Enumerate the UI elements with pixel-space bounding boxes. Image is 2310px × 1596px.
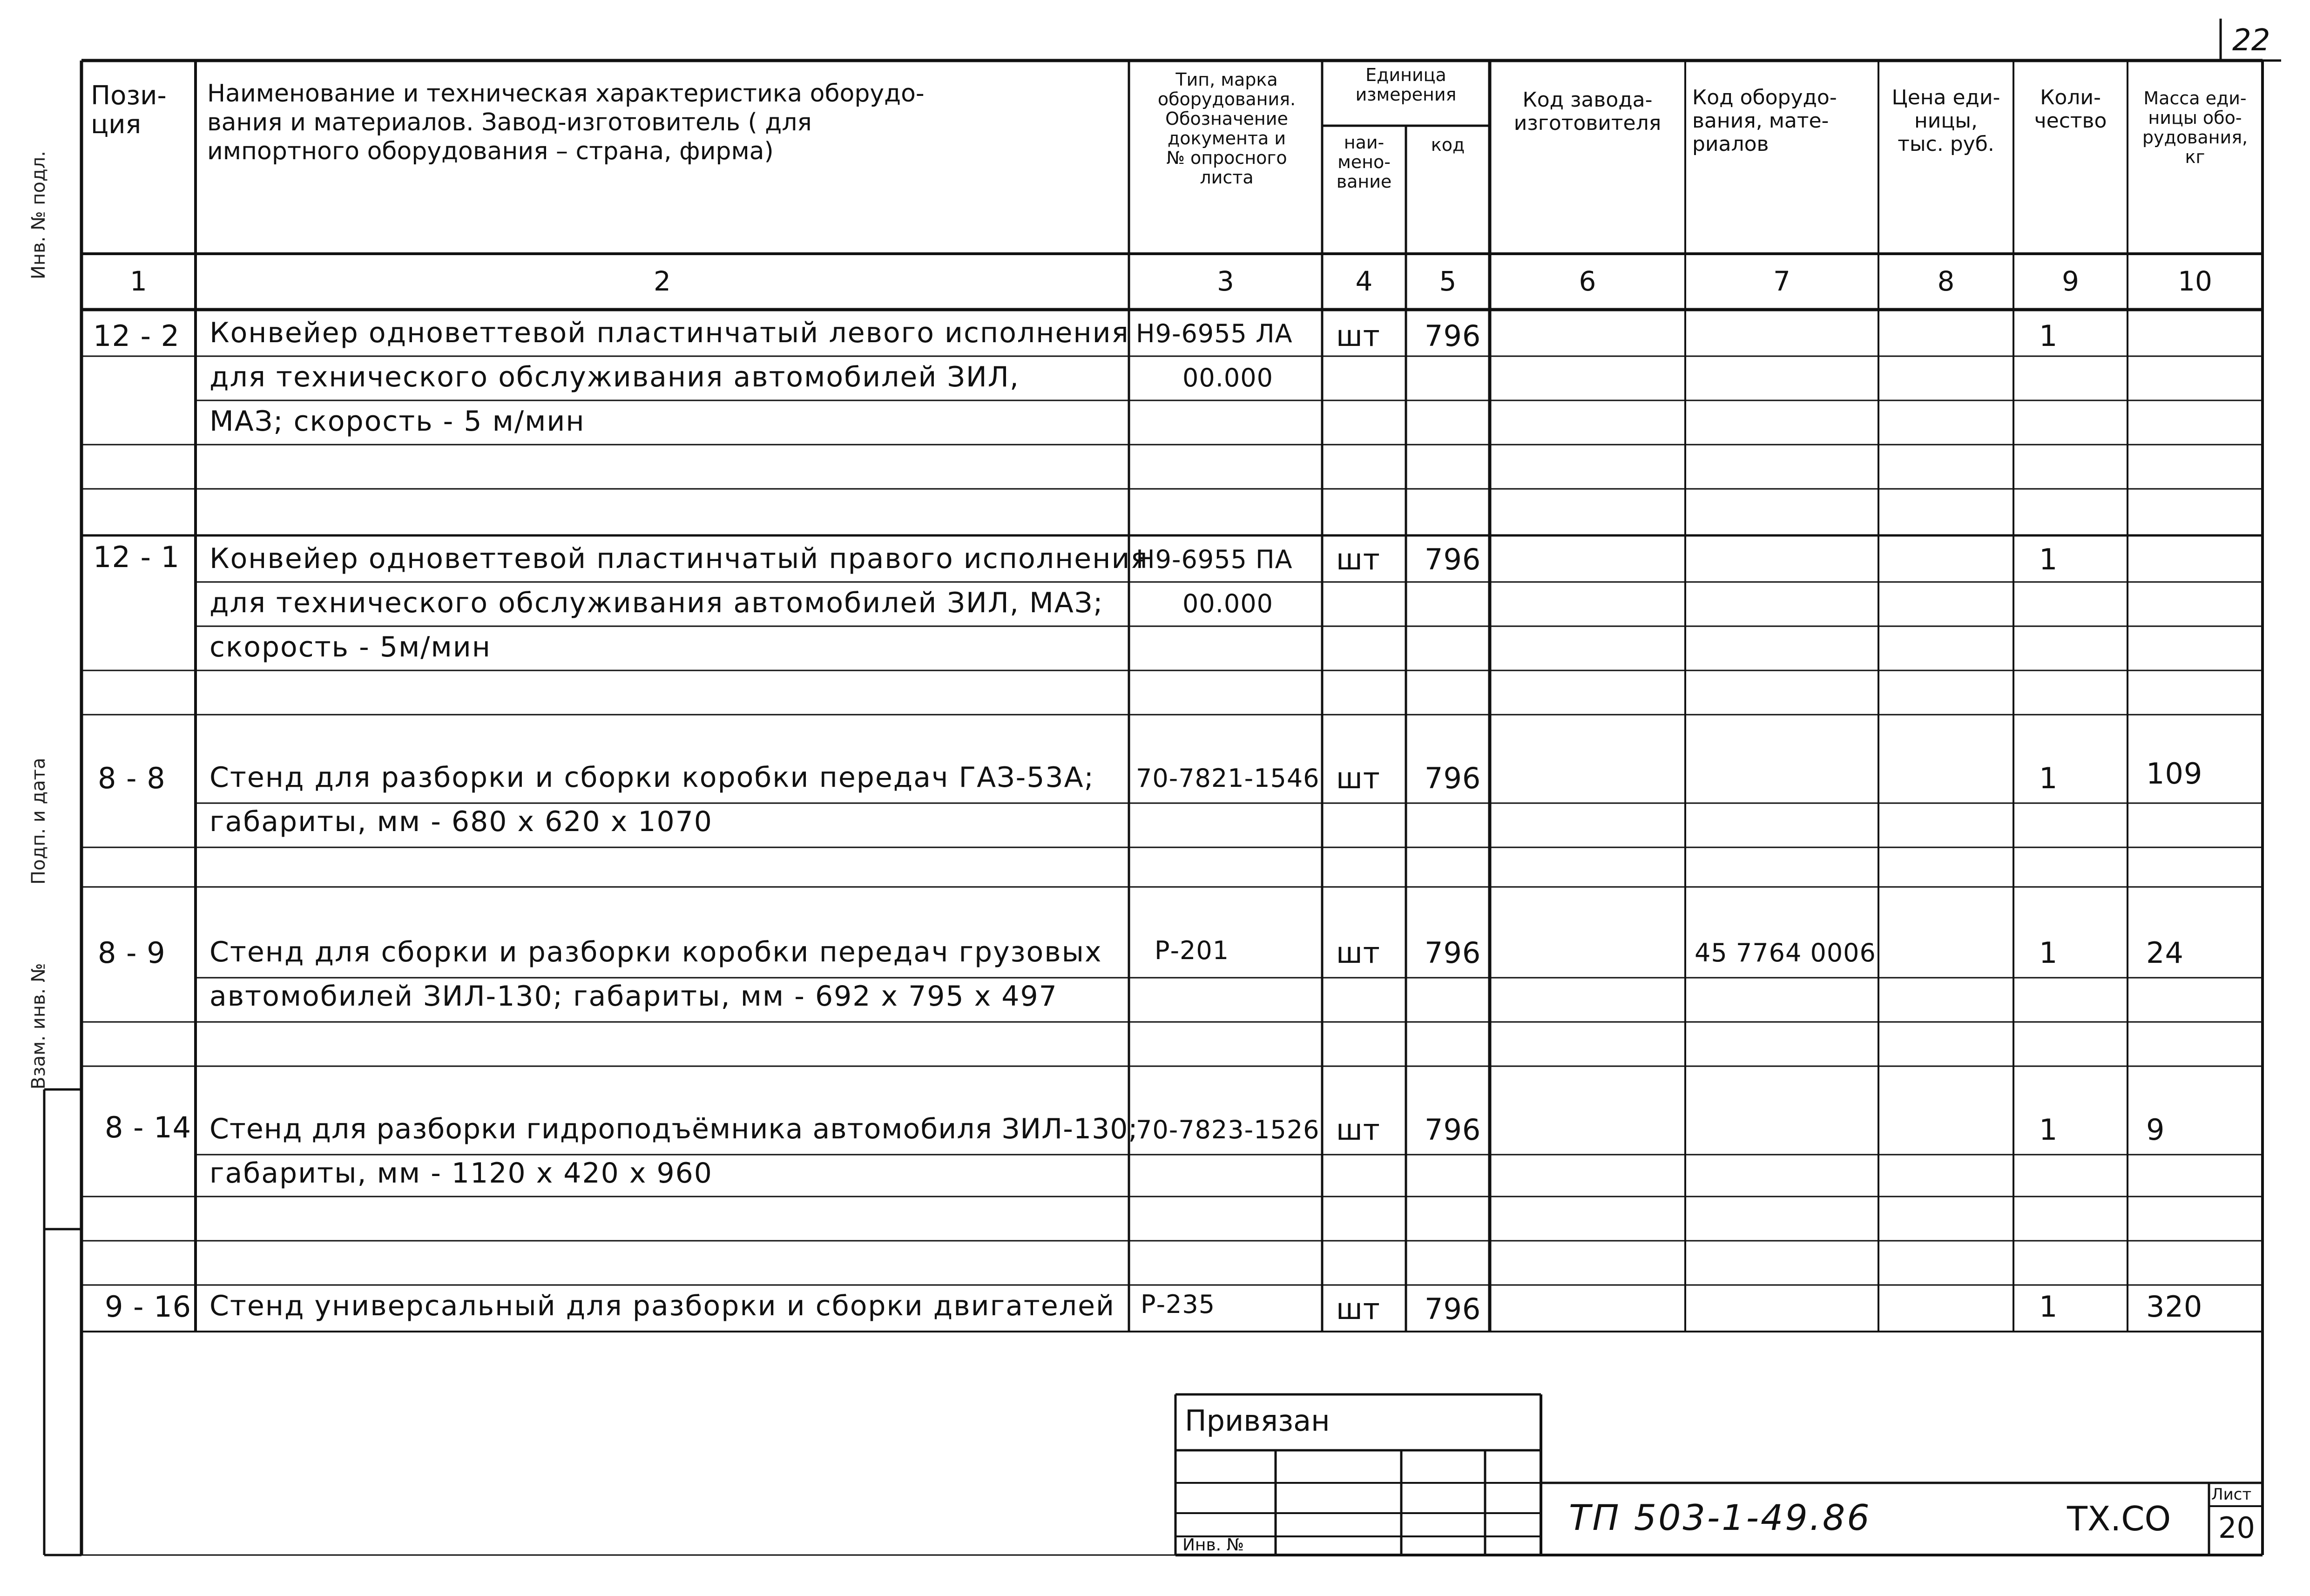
row-qty: 1 [2039, 761, 2058, 795]
page-number: 22 [2232, 23, 2270, 58]
side-label-replace: Взам. инв. № [28, 963, 49, 1089]
row-unit: шт [1336, 542, 1380, 576]
colnum-9: 9 [2062, 265, 2079, 297]
row-unit: шт [1336, 1292, 1380, 1326]
colnum-6: 6 [1579, 265, 1596, 297]
row-position: 8 - 8 [98, 761, 166, 795]
row-mass: 109 [2146, 757, 2203, 791]
row-description-line: Стенд для разборки гидроподъёмника автомобиля ЗИЛ-130; [209, 1113, 1138, 1145]
row-description-line: Конвейер одноветтевой пластинчатый левого исполнения [209, 317, 1129, 349]
stamp-doc-code: ТП 503-1-49.86 [1569, 1497, 1871, 1538]
row-unit: шт [1336, 936, 1380, 970]
colnum-5: 5 [1439, 265, 1457, 297]
header-position: Пози- ция [91, 81, 167, 140]
row-description-line: для технического обслуживания автомобилей ЗИЛ, [209, 361, 1020, 393]
header-unit-code: код [1431, 135, 1465, 155]
row-code: 796 [1425, 1292, 1481, 1326]
row-mass: 9 [2146, 1113, 2165, 1147]
row-qty: 1 [2039, 1113, 2058, 1147]
stamp-sheet-label: Лист [2211, 1485, 2252, 1504]
row-type: 70-7821-1546 [1136, 764, 1320, 793]
row-equip-code: 45 7764 0006 [1695, 938, 1876, 967]
row-description-line: для технического обслуживания автомобилей ЗИЛ, МАЗ; [209, 587, 1104, 619]
row-qty: 1 [2039, 542, 2058, 576]
row-code: 796 [1425, 761, 1481, 795]
row-description-line: автомобилей ЗИЛ-130; габариты, мм - 692 x 795 x 497 [209, 980, 1058, 1013]
header-unit-name: наи- мено- вание [1336, 132, 1392, 192]
header-mass: Масса еди- ницы обо- рудования, кг [2142, 88, 2248, 167]
colnum-8: 8 [1937, 265, 1955, 297]
header-type: Тип, марка оборудования. Обозначение документа и № опросного листа [1157, 69, 1296, 188]
colnum-2: 2 [654, 265, 671, 297]
row-description-line: Стенд для разборки и сборки коробки передач ГАЗ-53А; [209, 761, 1094, 794]
row-description-line: габариты, мм - 680 x 620 x 1070 [209, 805, 713, 838]
colnum-1: 1 [130, 265, 147, 297]
row-type: Н9-6955 ПА [1136, 545, 1293, 574]
colnum-10: 10 [2178, 265, 2212, 297]
header-equip-code: Код оборудо- вания, мате- риалов [1692, 86, 1837, 156]
row-mass: 320 [2146, 1290, 2203, 1324]
row-position: 8 - 9 [98, 936, 166, 970]
row-code: 796 [1425, 319, 1481, 353]
row-qty: 1 [2039, 1290, 2058, 1324]
row-unit: шт [1336, 761, 1380, 795]
stamp-mark: ТХ.СО [2067, 1499, 2171, 1538]
row-description-line: скорость - 5м/мин [209, 631, 491, 663]
row-mass: 24 [2146, 936, 2184, 970]
row-description-line: Стенд универсальный для разборки и сборки двигателей [209, 1290, 1115, 1322]
row-type: 00.000 [1182, 363, 1273, 392]
colnum-7: 7 [1773, 265, 1790, 297]
row-position: 12 - 1 [93, 540, 180, 574]
stamp-inv-label: Инв. № [1182, 1535, 1244, 1555]
colnum-3: 3 [1217, 265, 1234, 297]
row-code: 796 [1425, 1113, 1481, 1147]
row-position: 9 - 16 [105, 1290, 192, 1324]
row-description-line: габариты, мм - 1120 x 420 x 960 [209, 1157, 713, 1190]
header-qty: Коли- чество [2034, 86, 2107, 133]
stamp-sheet-number: 20 [2218, 1511, 2255, 1545]
stamp-privyazan: Привязан [1185, 1404, 1330, 1438]
row-description-line: Стенд для сборки и разборки коробки передач грузовых [209, 936, 1102, 968]
row-description-line: Конвейер одноветтевой пластинчатый правого исполнения [209, 542, 1148, 575]
header-unit-group: Единица измерения [1355, 65, 1457, 105]
row-unit: шт [1336, 1113, 1380, 1147]
row-type: Р-201 [1155, 936, 1229, 965]
header-price: Цена еди- ницы, тыс. руб. [1891, 86, 2000, 156]
row-description-line: МАЗ; скорость - 5 м/мин [209, 405, 585, 438]
row-unit: шт [1336, 319, 1380, 353]
row-type: Н9-6955 ЛА [1136, 319, 1293, 348]
colnum-4: 4 [1355, 265, 1373, 297]
row-code: 796 [1425, 542, 1481, 576]
row-position: 8 - 14 [105, 1110, 192, 1144]
row-type: 00.000 [1182, 589, 1273, 618]
side-label-inv: Инв. № подл. [28, 151, 49, 279]
header-name: Наименование и техническая характеристика оборудо- вания и материалов. Завод-изготовитель ( для импортного оборудования – страна, фирма) [207, 80, 925, 165]
header-plant-code: Код завода- изготовителя [1513, 88, 1662, 135]
row-code: 796 [1425, 936, 1481, 970]
row-type: 70-7823-1526 [1136, 1115, 1320, 1144]
row-type: Р-235 [1141, 1290, 1216, 1319]
row-qty: 1 [2039, 936, 2058, 970]
side-label-sign: Подп. и дата [28, 757, 49, 885]
row-position: 12 - 2 [93, 319, 180, 353]
row-qty: 1 [2039, 319, 2058, 353]
